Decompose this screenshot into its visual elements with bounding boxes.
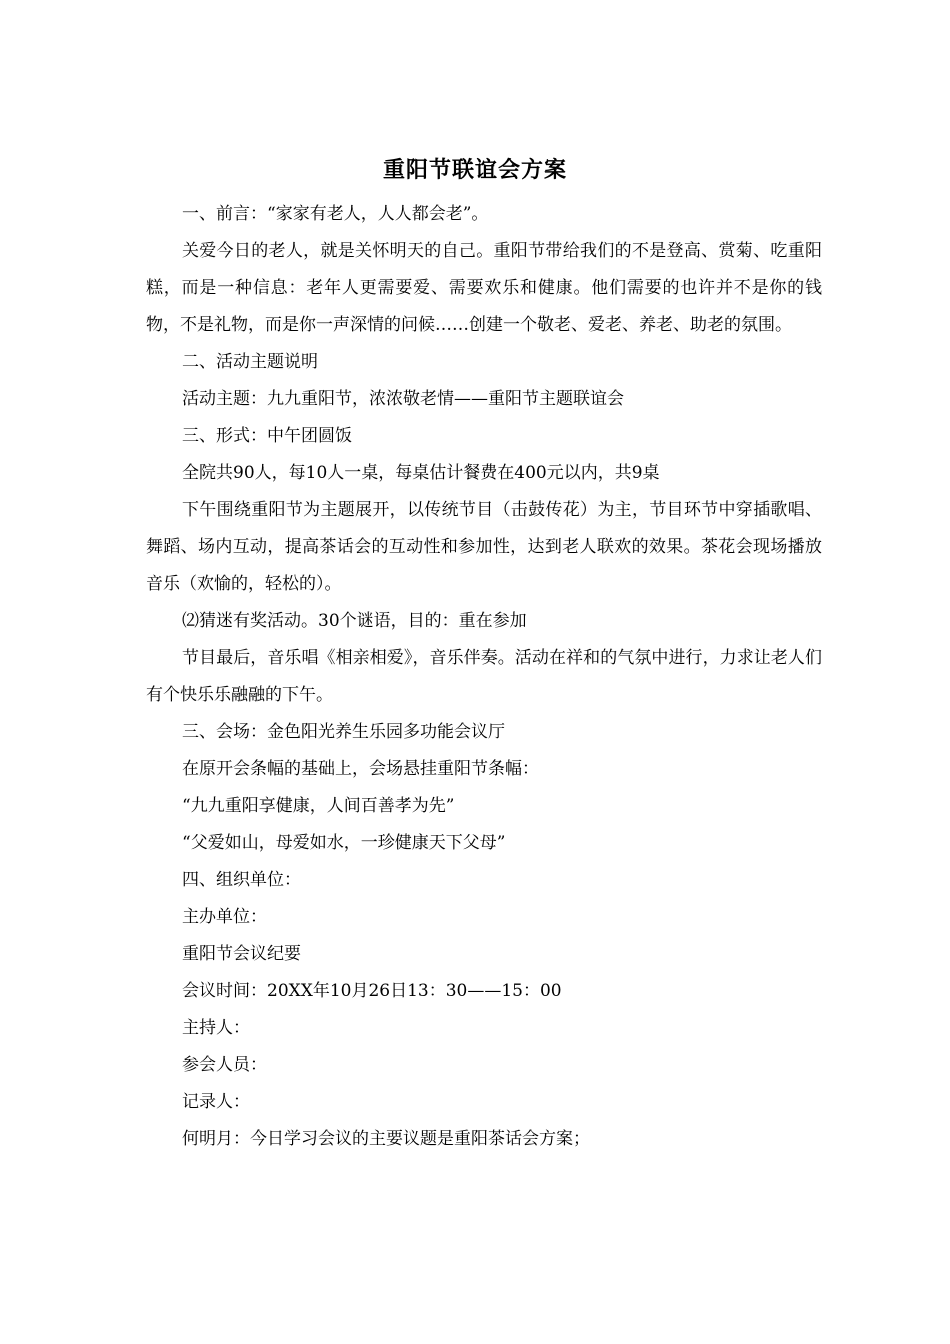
paragraph-meeting-time: 会议时间：20XX年10月26日13：30——15：00 [182, 981, 562, 1001]
document-title: 重阳节联谊会方案 [382, 157, 567, 183]
paragraph-afternoon: 下午围绕重阳节为主题展开，以传统节目（击鼓传花）为主，节目环节中穿插歌唱、舞蹈、场内互动，提高茶话会的互动性和参加性，达到老人联欢的效果。茶花会现场播放音乐（欢愉的，轻松的）。 [146, 500, 822, 594]
paragraph-preface: 一、前言：“家家有老人，人人都会老”。 [182, 204, 489, 224]
paragraph-host-unit: 主办单位： [182, 907, 267, 927]
paragraph-banner-intro: 在原开会条幅的基础上，会场悬挂重阳节条幅： [182, 759, 539, 779]
paragraph-attendees: 参会人员： [182, 1055, 267, 1075]
paragraph-format-heading: 三、形式：中午团圆饭 [182, 426, 352, 446]
paragraph-riddles: ⑵猜迷有奖活动。30个谜语，目的：重在参加 [182, 611, 527, 631]
paragraph-theme-heading: 二、活动主题说明 [182, 352, 318, 372]
paragraph-finale: 节目最后，音乐唱《相亲相爱》，音乐伴奏。活动在祥和的气氛中进行，力求让老人们有个快乐乐融融的下午。 [146, 648, 822, 705]
paragraph-recorder: 记录人： [182, 1092, 250, 1112]
paragraph-banner-2: “父爱如山，母爱如水，一珍健康天下父母” [182, 833, 506, 853]
paragraph-theme: 活动主题：九九重阳节，浓浓敬老情——重阳节主题联谊会 [182, 389, 624, 409]
paragraph-banner-1: “九九重阳享健康，人间百善孝为先” [182, 796, 455, 816]
paragraph-venue-heading: 三、会场：金色阳光养生乐园多功能会议厅 [182, 722, 505, 742]
paragraph-intro: 关爱今日的老人，就是关怀明天的自己。重阳节带给我们的不是登高、赏菊、吃重阳糕，而是一种信息：老年人更需要爱、需要欢乐和健康。他们需要的也许并不是你的钱物，不是礼物，而是你一声深情的问候……创建一个敬老、爱老、养老、助老的氛围。 [146, 241, 822, 335]
paragraph-agenda: 何明月：今日学习会议的主要议题是重阳茶话会方案； [182, 1129, 590, 1149]
paragraph-organizer-heading: 四、组织单位： [182, 870, 301, 890]
document-body [146, 196, 822, 1158]
paragraph-minutes-title: 重阳节会议纪要 [182, 944, 301, 964]
paragraph-tables: 全院共90人，每10人一桌，每桌估计餐费在400元以内，共9桌 [182, 463, 660, 483]
paragraph-host: 主持人： [182, 1018, 250, 1038]
